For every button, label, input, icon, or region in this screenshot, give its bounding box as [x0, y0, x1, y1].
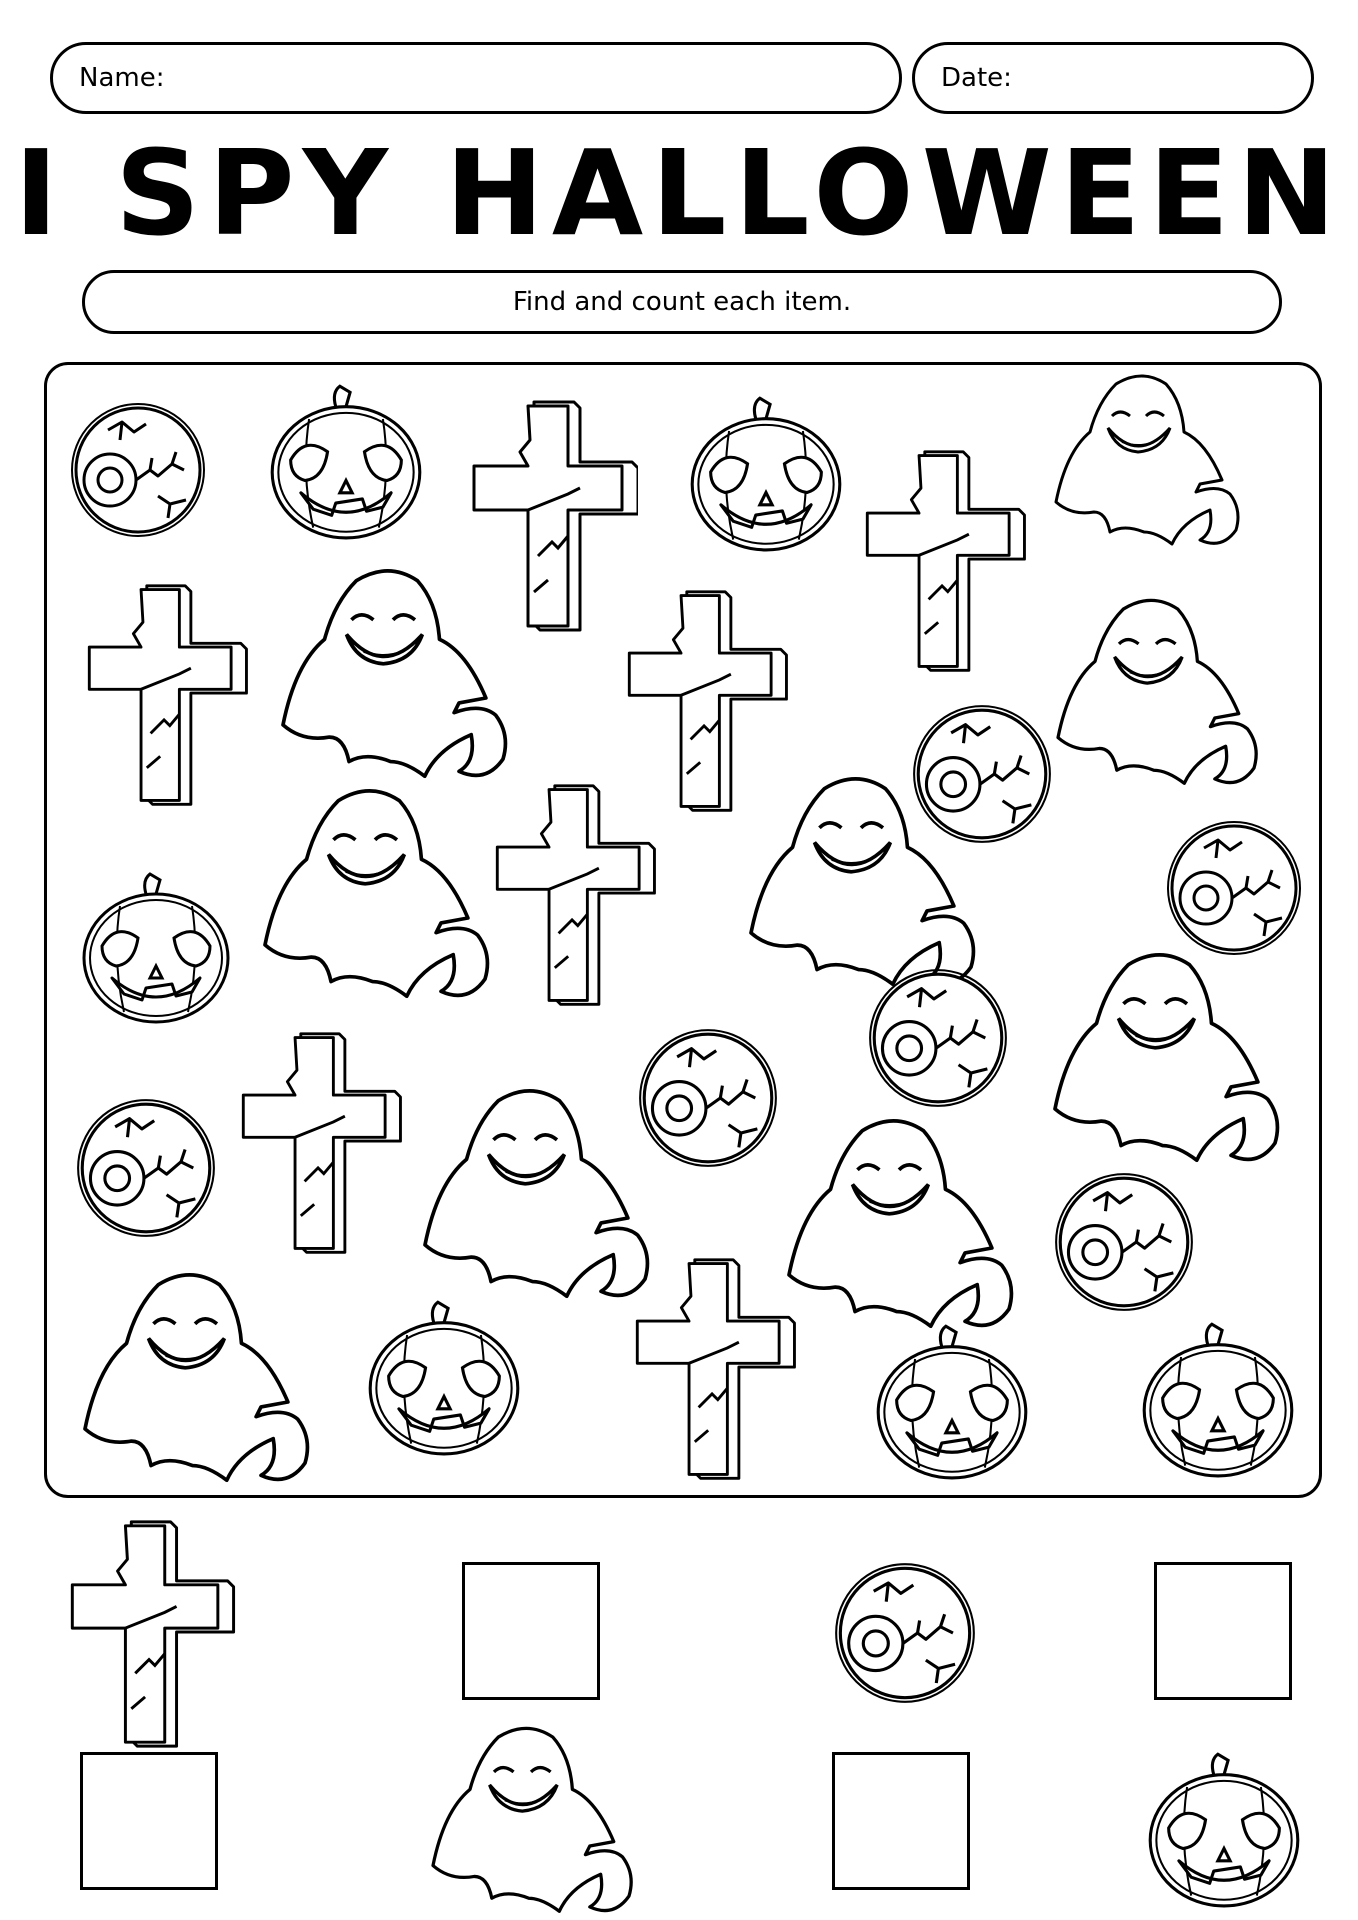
ghost-icon — [70, 1270, 320, 1490]
ghost-icon — [1040, 950, 1290, 1170]
ghost-icon — [410, 1086, 660, 1306]
name-label: Name: — [79, 63, 165, 93]
ghost-icon — [774, 1116, 1024, 1336]
cross-icon — [628, 1254, 798, 1484]
ghost-count-box[interactable] — [80, 1752, 218, 1890]
pumpkin-count-box[interactable] — [832, 1752, 970, 1890]
eyeball-icon — [1164, 818, 1304, 958]
pumpkin-icon — [1136, 1316, 1300, 1480]
answer-cross-icon — [60, 1516, 240, 1752]
instructions-text: Find and count each item. — [512, 287, 852, 317]
page-title: I SPY HALLOWEEN — [14, 124, 1344, 262]
answer-eyeball-icon — [832, 1560, 978, 1706]
answer-pumpkin-icon — [1142, 1746, 1306, 1910]
ghost-icon — [266, 566, 520, 786]
ghost-icon — [1046, 596, 1266, 792]
pumpkin-icon — [870, 1318, 1034, 1482]
instructions-banner — [82, 270, 1282, 334]
eyeball-count-box[interactable] — [1154, 1562, 1292, 1700]
pumpkin-icon — [362, 1294, 526, 1458]
cross-count-box[interactable] — [462, 1562, 600, 1700]
pumpkin-icon — [264, 378, 428, 542]
name-field[interactable] — [50, 42, 902, 114]
pumpkin-icon — [76, 866, 236, 1026]
eyeball-icon — [1052, 1170, 1196, 1314]
eyeball-icon — [74, 1096, 218, 1240]
answer-ghost-icon — [406, 1724, 656, 1920]
pumpkin-icon — [684, 390, 848, 554]
cross-icon — [858, 446, 1028, 676]
eyeball-icon — [866, 966, 1010, 1110]
ghost-icon — [1046, 372, 1246, 552]
cross-icon — [234, 1028, 404, 1258]
date-field[interactable] — [912, 42, 1314, 114]
cross-icon — [488, 780, 658, 1010]
ghost-icon — [250, 786, 500, 1006]
eyeball-icon — [68, 400, 208, 540]
cross-icon — [80, 580, 250, 810]
ghost-icon — [736, 774, 986, 994]
date-label: Date: — [941, 63, 1012, 93]
